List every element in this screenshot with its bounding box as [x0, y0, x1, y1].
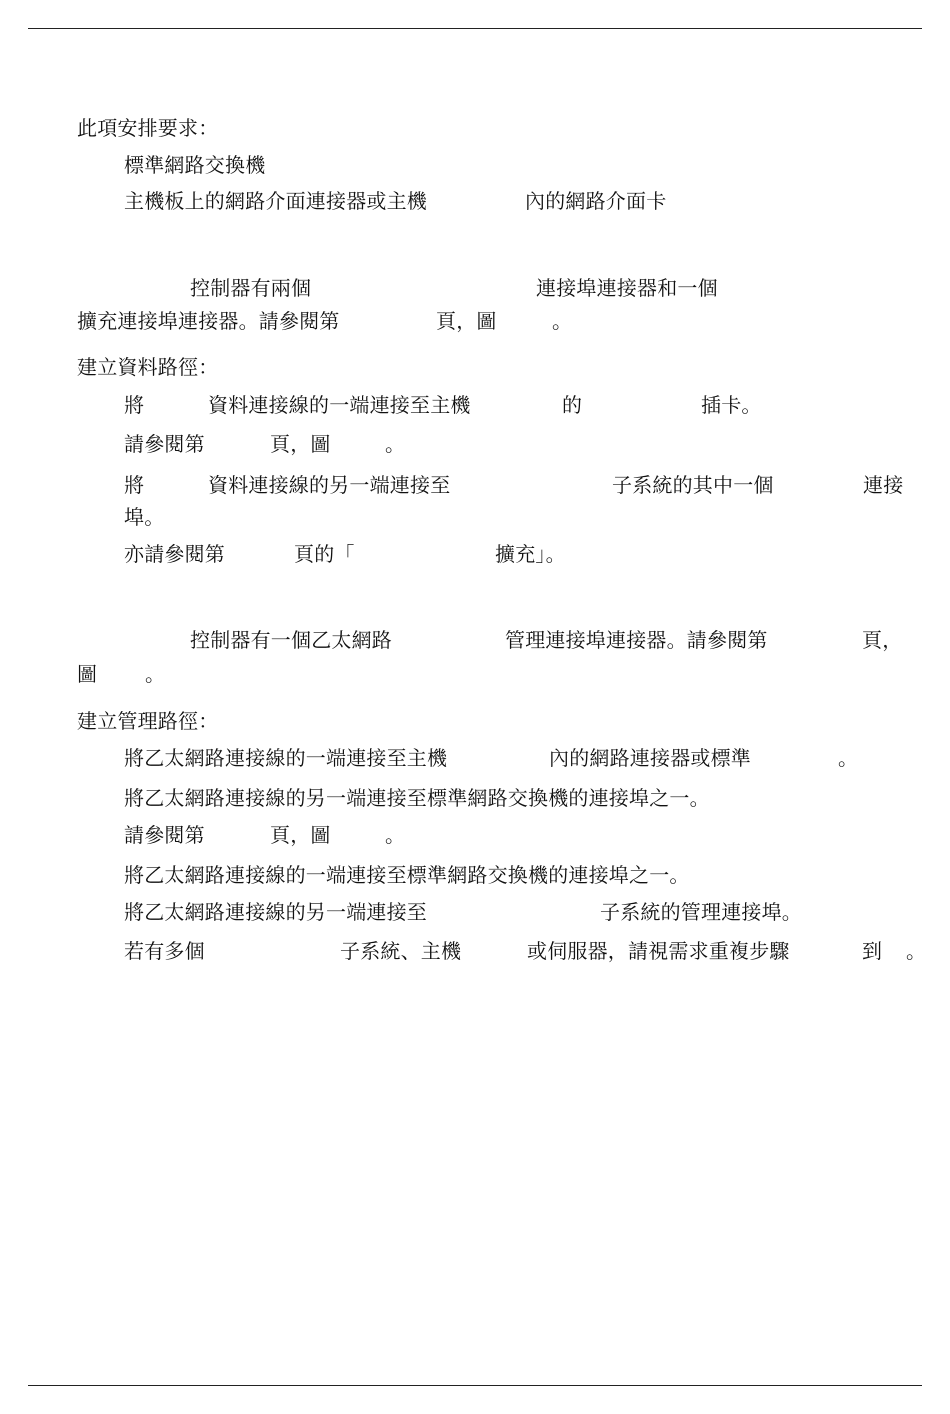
page-ref: 頁，圖: [270, 823, 331, 847]
page-ref: 頁的「: [294, 542, 355, 566]
step-text: 子系統、主機: [340, 939, 462, 963]
step-text: 將乙太網路連接線的另一端連接至標準網路交換機的連接埠之一。: [124, 786, 710, 810]
step-text: 將乙太網路連接線的另一端連接至: [124, 900, 427, 924]
punctuation: 。: [552, 309, 573, 333]
step-text: 的: [562, 393, 583, 417]
step-text: 子系統的其中一個: [612, 473, 774, 497]
requirement-item-cont: 內的網路介面卡: [525, 189, 667, 213]
punctuation: 。: [385, 823, 406, 847]
step-text: 子系統的管理連接埠。: [600, 900, 802, 924]
punctuation: 。: [385, 432, 406, 456]
page-ref: 圖: [77, 662, 98, 686]
requirement-item: 標準網路交換機: [124, 153, 266, 177]
punctuation: 。: [838, 746, 859, 770]
step-text: 插卡。: [701, 393, 762, 417]
header-rule: [28, 28, 922, 29]
data-intro-text: 擴充連接埠連接器。請參閱第: [77, 309, 340, 333]
step-text: 到: [862, 939, 883, 963]
step-text: 資料連接線的一端連接至主機: [208, 393, 471, 417]
mgmt-intro-text: 頁，: [862, 628, 903, 652]
mgmt-path-heading: 建立管理路徑：: [77, 709, 219, 733]
punctuation: 。: [145, 662, 166, 686]
page-ref: 擴充」。: [495, 542, 566, 566]
data-intro-text: 連接埠連接器和一個: [536, 276, 718, 300]
step-text: 或伺服器，請視需求重複步驟: [527, 939, 790, 963]
punctuation: 。: [906, 939, 927, 963]
step-text: 連接: [863, 473, 904, 497]
step-text: 內的網路連接器或標準: [549, 746, 751, 770]
step-text: 將乙太網路連接線的一端連接至標準網路交換機的連接埠之一。: [124, 863, 690, 887]
mgmt-intro-text: 控制器有一個乙太網路: [190, 628, 392, 652]
step-text: 資料連接線的另一端連接至: [208, 473, 451, 497]
step-text: 將: [124, 393, 145, 417]
step-text: 將乙太網路連接線的一端連接至主機: [124, 746, 448, 770]
requirement-item: 主機板上的網路介面連接器或主機: [124, 189, 427, 213]
requirements-heading: 此項安排要求：: [77, 116, 219, 140]
step-text: 埠。: [124, 505, 165, 529]
step-text: 若有多個: [124, 939, 205, 963]
page-ref: 頁，圖: [270, 432, 331, 456]
page-ref: 亦請參閱第: [124, 542, 225, 566]
page-ref: 請參閱第: [124, 432, 205, 456]
data-intro-text: 控制器有兩個: [190, 276, 312, 300]
page-ref: 請參閱第: [124, 823, 205, 847]
page-ref: 頁，圖: [436, 309, 497, 333]
footer-rule: [28, 1385, 922, 1386]
data-path-heading: 建立資料路徑：: [77, 355, 219, 379]
mgmt-intro-text: 管理連接埠連接器。請參閱第: [505, 628, 768, 652]
step-text: 將: [124, 473, 145, 497]
